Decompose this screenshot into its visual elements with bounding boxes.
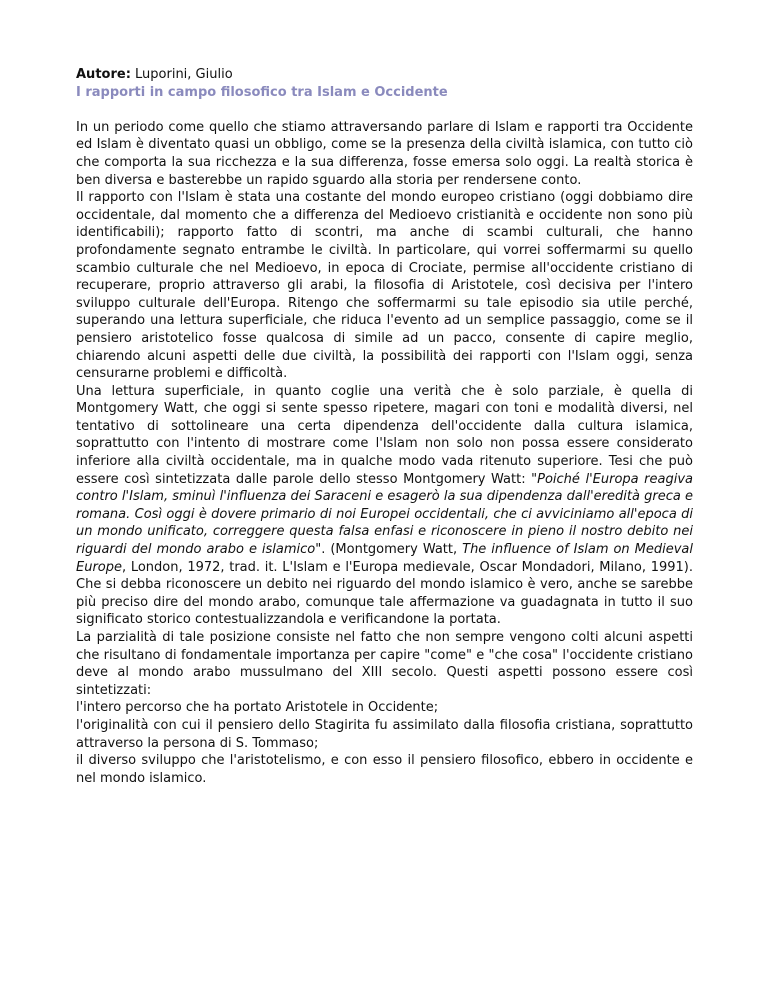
book-title: The influence of Islam on Medieval Europe: [76, 542, 693, 575]
list-item-3: il diverso sviluppo che l'aristotelismo, e con esso il pensiero filosofico, ebbero in occidente e nel mondo islamico.: [76, 753, 693, 786]
list-item-1: l'intero percorso che ha portato Aristotele in Occidente;: [76, 700, 439, 716]
paragraph-1: In un periodo come quello che stiamo attraversando parlare di Islam e rapporti tra Occidente ed Islam è diventato quasi un obbligo, come se la presenza della civiltà islamica, con tutto ciò che comporta la sua ricchezza e la sua differenza, fosse emersa solo oggi. La realtà storica è ben diversa e basterebbe un rapido sguardo alla storia per rendersene conto.: [76, 119, 693, 188]
paragraph-4: La parzialità di tale posizione consiste nel fatto che non sempre vengono colti alcuni aspetti che risultano di fondamentale importanza per capire "come" e "che cosa" l'occidente cristiano deve al mondo arabo mussulmano del XIII secolo. Questi aspetti possono essere così sintetizzati:: [76, 630, 693, 698]
document-title: I rapporti in campo filosofico tra Islam e Occidente: [76, 84, 448, 100]
paragraph-3-text-c: , London, 1972, trad. it. L'Islam e l'Europa medievale, Oscar Mondadori, Milano, 1991). Che si debba riconoscere un debito nei riguardo del mondo islamico è vero, anche se sarebbe più preciso dire del mondo arabo, comunque tale affermazione va guadagnata in tutto il suo significato storico contestualizzandola e verificandone la portata.: [76, 559, 693, 628]
author-line: [76, 66, 693, 84]
document-body: [76, 66, 693, 787]
watt-quote: Poiché l'Europa reagiva contro l'Islam, sminuì l'influenza dei Saraceni e esagerò la sua dipendenza dall'eredità greca e romana. Così oggi è dovere primario di noi Europei occidentali, che ci avviciniamo all'epoca di un mondo unificato, correggere questa falsa enfasi e riconoscere in pieno il nostro debito nei riguardi del mondo arabo e islamico: [76, 471, 693, 558]
spacer: [76, 101, 693, 119]
list-item-2: l'originalità con cui il pensiero dello Stagirita fu assimilato dalla filosofia cristiana, soprattutto attraverso la persona di S. Tommaso;: [76, 717, 693, 751]
paragraph-3: [76, 383, 693, 629]
paragraph-3-text-b: ". (Montgomery Watt,: [315, 542, 463, 558]
paragraph-2: Il rapporto con l'Islam è stata una costante del mondo europeo cristiano (oggi dobbiamo dire occidentale, dal momento che a differenza del Medioevo cristianità e occidente non sono più identificabili); rapporto fatto di scontri, ma anche di scambi culturali, che hanno profondamente segnato entrambe le civiltà. In particolare, qui vorrei soffermarmi su quello scambio culturale che nel Medioevo, in epoca di Crociate, permise all'occidente cristiano di recuperare, proprio attraverso gli arabi, la filosofia di Aristotele, così decisiva per l'intero sviluppo culturale dell'Europa. Ritengo che soffermarmi su tale episodio sia utile perché, superando una lettura superficiale, che riduca l'evento ad un semplice passaggio, come se il pensiero aristotelico fosse qualcosa di simile ad un pacco, consente di capire meglio, chiarendo alcuni aspetti delle due civiltà, la possibilità dei rapporti con l'Islam oggi, senza censurarne problemi e difficoltà.: [76, 190, 693, 382]
paragraph-3-text-a: Una lettura superficiale, in quanto coglie una verità che è solo parziale, è quella di Montgomery Watt, che oggi si sente spesso ripetere, magari con toni e modalità diversi, nel tentativo di sottolineare una certa dipendenza dell'occidente dalla cultura islamica, soprattutto con l'intento di mostrare come l'Islam non solo non possa essere considerato inferiore alla civiltà occidentale, ma in qualche modo vada ritenuto superiore. Tesi che può essere così sintetizzata dalle parole dello stesso Montgomery Watt: ": [76, 383, 693, 487]
author-name: Luporini, Giulio: [130, 67, 233, 82]
article-text: [76, 119, 693, 788]
author-label: Autore:: [76, 67, 131, 82]
